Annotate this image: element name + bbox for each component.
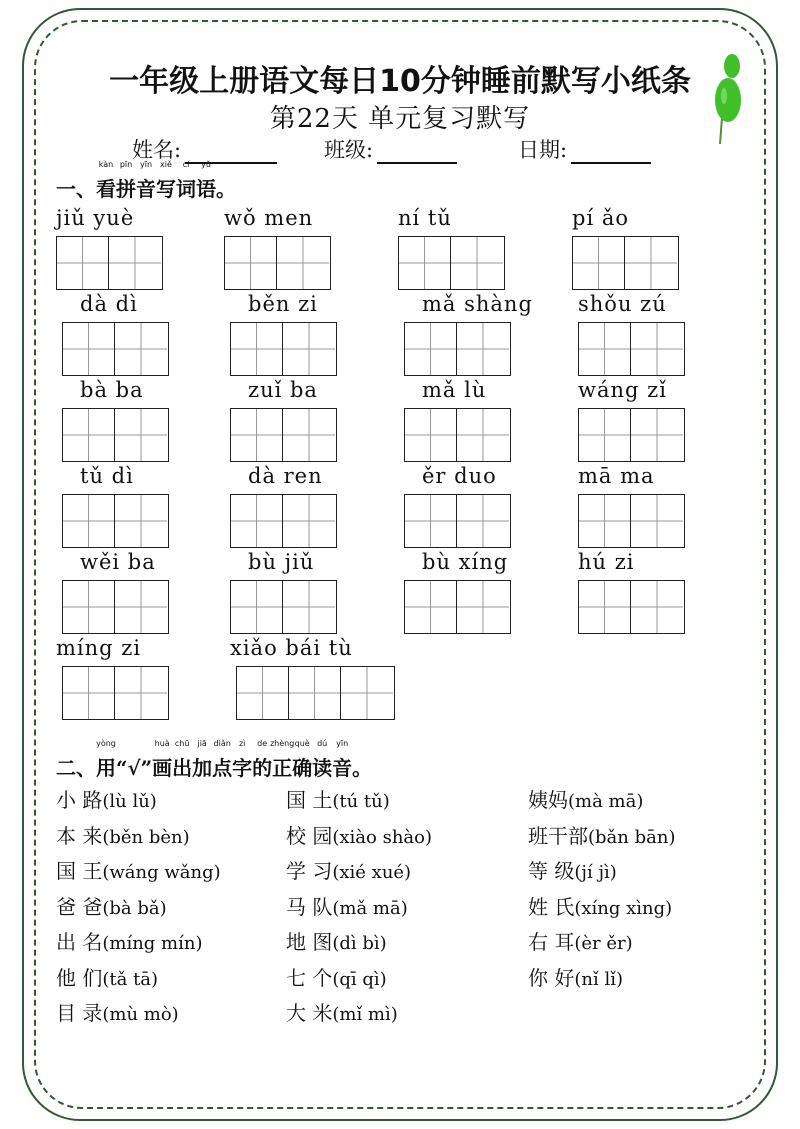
- reading-question: [528, 820, 675, 849]
- reading-question: [528, 926, 633, 955]
- name-label: 姓名:: [132, 138, 182, 162]
- pinyin-options[interactable]: (nǐ lǐ): [574, 968, 623, 990]
- question-word: 马 队: [286, 894, 333, 919]
- writing-cell[interactable]: [405, 409, 457, 461]
- writing-grid[interactable]: [230, 408, 337, 462]
- writing-grid[interactable]: [404, 580, 511, 634]
- section-1-ruby: yǔ: [201, 160, 211, 169]
- reading-question: [286, 855, 411, 884]
- question-word: 出 名: [56, 930, 103, 954]
- writing-cell[interactable]: [457, 323, 509, 375]
- question-word: 目 录: [56, 1001, 103, 1025]
- pinyin-options[interactable]: (bà bǎ): [102, 897, 167, 919]
- reading-question: [286, 820, 432, 849]
- writing-cell[interactable]: [63, 667, 115, 719]
- writing-grid[interactable]: [230, 580, 337, 634]
- section-1-char: 词 cí: [176, 160, 196, 201]
- section-2-char: 字 zì: [232, 739, 253, 780]
- section-2-ruby: què: [294, 739, 310, 748]
- section-1-char: 看 kàn: [96, 160, 116, 201]
- pinyin-options[interactable]: (dì bì): [332, 933, 387, 954]
- word-pinyin: shǒu zú: [578, 292, 667, 316]
- word-pinyin: zuǐ ba: [248, 378, 318, 402]
- pinyin-options[interactable]: (lù lǔ): [102, 791, 157, 812]
- name-blank[interactable]: [185, 142, 277, 164]
- word-pinyin: pí ǎo: [572, 206, 629, 230]
- word-pinyin: xiǎo bái tù: [230, 636, 353, 660]
- question-word: 小 路: [56, 788, 103, 812]
- class-field[interactable]: [324, 134, 457, 164]
- word-pinyin: běn zi: [248, 292, 318, 316]
- word-pinyin: bù jiǔ: [248, 550, 315, 574]
- question-word: 姓 氏: [528, 894, 575, 919]
- writing-grid[interactable]: [56, 236, 163, 290]
- question-word: 班干部: [528, 823, 588, 848]
- writing-grid[interactable]: [230, 494, 337, 548]
- writing-cell[interactable]: [115, 581, 167, 633]
- section-2-ruby: huà: [154, 739, 170, 748]
- question-word: 本 来: [56, 823, 103, 848]
- writing-cell[interactable]: [57, 237, 109, 289]
- question-word: 校 园: [286, 823, 333, 848]
- pinyin-options[interactable]: (tú tǔ): [332, 791, 390, 812]
- pinyin-options[interactable]: (běn bèn): [102, 826, 190, 848]
- writing-cell[interactable]: [283, 409, 335, 461]
- word-pinyin: ěr duo: [422, 464, 497, 488]
- pinyin-options[interactable]: (xiào shào): [332, 826, 433, 848]
- section-1-char: 写 xiě: [156, 160, 176, 201]
- writing-cell[interactable]: [405, 581, 457, 633]
- question-word: 国 王: [56, 859, 103, 883]
- section-2-char: 画 huà: [152, 739, 173, 780]
- reading-question: [56, 855, 221, 884]
- pinyin-options[interactable]: (xíng xìng): [574, 897, 673, 919]
- writing-cell[interactable]: [115, 409, 167, 461]
- section-2-ruby: jiā: [197, 739, 207, 748]
- question-word: 大 米: [286, 1001, 333, 1025]
- section-2-ruby: zhèng: [269, 739, 295, 748]
- reading-question: [286, 997, 398, 1026]
- writing-cell[interactable]: [631, 495, 683, 547]
- reading-question: [528, 891, 672, 920]
- writing-cell[interactable]: [277, 237, 329, 289]
- writing-cell[interactable]: [579, 581, 631, 633]
- section-2-char: 音 yīn: [332, 739, 353, 780]
- reading-question: [286, 962, 387, 991]
- writing-grid[interactable]: [578, 408, 685, 462]
- section-2-number: 二、: [56, 756, 96, 780]
- date-field[interactable]: [518, 134, 651, 164]
- writing-grid[interactable]: [404, 494, 511, 548]
- section-2-char: 点 diǎn: [212, 739, 233, 780]
- section-2-ruby: zì: [238, 739, 246, 748]
- writing-cell[interactable]: [405, 323, 457, 375]
- pinyin-options[interactable]: (tǎ tā): [102, 968, 159, 990]
- writing-cell[interactable]: [289, 667, 341, 719]
- question-word: 姨妈: [528, 788, 568, 812]
- writing-cell[interactable]: [109, 237, 161, 289]
- section-1-char: 语 yǔ: [196, 160, 216, 201]
- section-2-char: 加 jiā: [192, 739, 213, 780]
- word-pinyin: tǔ dì: [80, 464, 134, 488]
- pinyin-options[interactable]: (mù mò): [102, 1004, 179, 1025]
- writing-cell[interactable]: [283, 581, 335, 633]
- reading-question: [528, 855, 617, 884]
- pinyin-options[interactable]: (mǐ mì): [332, 1004, 398, 1025]
- writing-cell[interactable]: [63, 409, 115, 461]
- word-pinyin: jiǔ yuè: [56, 206, 135, 230]
- section-2-char: “√”: [116, 756, 153, 780]
- section-1-number: 一、: [56, 177, 96, 201]
- section-2-char: 正 zhèng: [269, 739, 295, 780]
- class-blank[interactable]: [377, 142, 457, 164]
- writing-grid[interactable]: [224, 236, 331, 290]
- pinyin-options[interactable]: (jí jì): [574, 862, 617, 883]
- writing-cell[interactable]: [231, 581, 283, 633]
- word-pinyin: mǎ shàng: [422, 292, 533, 316]
- section-1-ruby: cí: [182, 160, 190, 169]
- writing-cell[interactable]: [631, 323, 683, 375]
- reading-question: [528, 962, 623, 991]
- writing-cell[interactable]: [115, 495, 167, 547]
- word-pinyin: mǎ lù: [422, 378, 487, 402]
- word-pinyin: bù xíng: [422, 550, 509, 574]
- reading-question: [528, 784, 643, 813]
- reading-question: [286, 891, 408, 920]
- question-word: 等 级: [528, 859, 575, 883]
- writing-grid[interactable]: [578, 580, 685, 634]
- writing-cell[interactable]: [115, 323, 167, 375]
- section-2-char: 用 yòng: [96, 739, 116, 780]
- section-2-ruby: chū: [174, 739, 190, 748]
- writing-grid[interactable]: [398, 236, 505, 290]
- writing-grid[interactable]: [62, 408, 169, 462]
- section-1-char: 拼 pīn: [116, 160, 136, 201]
- writing-grid[interactable]: [62, 666, 169, 720]
- writing-cell[interactable]: [457, 409, 509, 461]
- pinyin-options[interactable]: (mǎ mā): [332, 897, 408, 919]
- writing-cell[interactable]: [405, 495, 457, 547]
- section-2-char: 读 dú: [312, 739, 333, 780]
- writing-grid[interactable]: [236, 666, 395, 720]
- reading-question: [56, 962, 158, 991]
- reading-question: [56, 997, 179, 1026]
- reading-question: [56, 820, 190, 849]
- writing-cell[interactable]: [231, 323, 283, 375]
- writing-cell[interactable]: [115, 667, 167, 719]
- section-1-ruby: pīn: [119, 160, 133, 169]
- word-pinyin: wěi ba: [80, 550, 156, 574]
- pinyin-options[interactable]: (míng mín): [102, 933, 203, 954]
- pinyin-options[interactable]: (mà mā): [568, 791, 644, 812]
- word-pinyin: bà ba: [80, 378, 144, 402]
- section-2-char: 出 chū: [172, 739, 193, 780]
- writing-grid[interactable]: [578, 494, 685, 548]
- pinyin-options[interactable]: (bǎn bān): [588, 826, 676, 848]
- writing-cell[interactable]: [579, 409, 631, 461]
- word-pinyin: hú zi: [578, 550, 635, 574]
- writing-cell[interactable]: [579, 495, 631, 547]
- reading-question: [286, 926, 387, 955]
- class-label: 班级:: [324, 138, 374, 162]
- reading-question: [286, 784, 390, 813]
- writing-cell[interactable]: [399, 237, 451, 289]
- word-pinyin: míng zi: [56, 636, 142, 660]
- writing-grid[interactable]: [62, 494, 169, 548]
- question-word: 七 个: [286, 965, 333, 990]
- word-pinyin: ní tǔ: [398, 206, 452, 230]
- pinyin-options[interactable]: (qī qì): [332, 968, 387, 990]
- section-2-ruby: diǎn: [213, 739, 231, 748]
- writing-cell[interactable]: [283, 495, 335, 547]
- writing-grid[interactable]: [572, 236, 679, 290]
- section-1-ruby: yīn: [139, 160, 153, 169]
- word-pinyin: dà dì: [80, 292, 138, 316]
- section-2-char: 的 de: [252, 739, 273, 780]
- question-word: 你 好: [528, 965, 575, 990]
- writing-cell[interactable]: [231, 409, 283, 461]
- writing-cell[interactable]: [237, 667, 289, 719]
- writing-grid[interactable]: [578, 322, 685, 376]
- writing-grid[interactable]: [230, 322, 337, 376]
- pinyin-options[interactable]: (èr ěr): [574, 933, 633, 954]
- writing-grid[interactable]: [404, 322, 511, 376]
- section-2-ruby: dú: [317, 739, 328, 748]
- section-2-ruby: de: [257, 739, 268, 748]
- writing-cell[interactable]: [63, 581, 115, 633]
- word-pinyin: mā ma: [578, 464, 655, 488]
- writing-grid[interactable]: [62, 322, 169, 376]
- section-2-ruby: yīn: [336, 739, 349, 748]
- section-1-char: 音 yīn: [136, 160, 156, 201]
- reading-question: [56, 926, 202, 955]
- writing-cell[interactable]: [457, 581, 509, 633]
- section-1-ruby: kàn: [98, 160, 114, 169]
- writing-cell[interactable]: [283, 323, 335, 375]
- word-pinyin: wǒ men: [224, 206, 314, 230]
- reading-question: [56, 784, 157, 813]
- writing-cell[interactable]: [573, 237, 625, 289]
- reading-question: [56, 891, 167, 920]
- writing-cell[interactable]: [631, 409, 683, 461]
- page-subtitle: 第22天 单元复习默写: [269, 104, 531, 134]
- section-2-char: 确 què: [292, 739, 313, 780]
- writing-cell[interactable]: [231, 495, 283, 547]
- writing-cell[interactable]: [625, 237, 677, 289]
- writing-cell[interactable]: [579, 323, 631, 375]
- writing-grid[interactable]: [62, 580, 169, 634]
- writing-cell[interactable]: [63, 495, 115, 547]
- writing-cell[interactable]: [631, 581, 683, 633]
- writing-cell[interactable]: [341, 667, 393, 719]
- writing-cell[interactable]: [225, 237, 277, 289]
- date-blank[interactable]: [571, 142, 651, 164]
- question-word: 他 们: [56, 965, 103, 990]
- question-word: 右 耳: [528, 930, 575, 954]
- pinyin-options[interactable]: (xié xué): [332, 862, 412, 883]
- section-1-heading: 一、看 kàn 拼 pīn 音 yīn 写 xiě 词 cí 语 yǔ 。: [56, 160, 236, 201]
- section-2-heading: 二、用 yòng “√”画 huà 出 chū 加 jiā 点 diǎn 字 zì 的 de 正 zhèng 确 què 读 dú 音 yīn 。: [56, 739, 373, 780]
- question-word: 爸 爸: [56, 894, 103, 919]
- page-title: 一年级上册语文每日10分钟睡前默写小纸条: [109, 64, 691, 99]
- section-2-ruby: yòng: [96, 739, 116, 748]
- section-1-ruby: xiě: [160, 160, 172, 169]
- question-word: 学 习: [286, 859, 333, 883]
- writing-cell[interactable]: [451, 237, 503, 289]
- pinyin-options[interactable]: (wáng wǎng): [102, 862, 221, 883]
- question-word: 国 土: [286, 788, 333, 812]
- word-pinyin: wáng zǐ: [578, 378, 667, 402]
- writing-cell[interactable]: [63, 323, 115, 375]
- date-label: 日期:: [518, 138, 568, 162]
- writing-cell[interactable]: [457, 495, 509, 547]
- question-word: 地 图: [286, 930, 333, 954]
- writing-grid[interactable]: [404, 408, 511, 462]
- word-pinyin: dà ren: [248, 464, 323, 488]
